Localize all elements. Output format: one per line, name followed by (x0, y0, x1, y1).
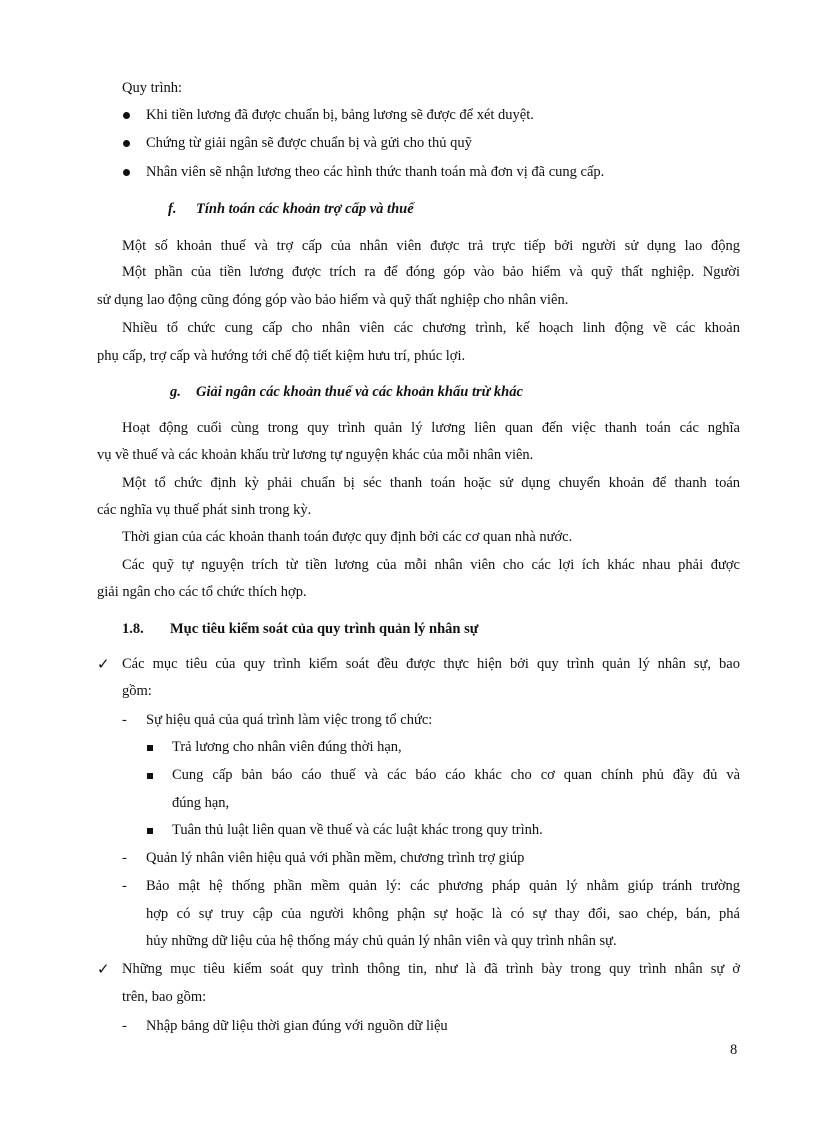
list-item: trên, bao gồm: (122, 989, 207, 1005)
section-f-title: Tính toán các khoản trợ cấp và thuế (196, 201, 414, 217)
paragraph: phụ cấp, trợ cấp và hướng tới chế độ tiết kiệm hưu trí, phúc lợi. (97, 348, 466, 364)
square-bullet-icon (147, 828, 153, 834)
paragraph: Các quỹ tự nguyện trích từ tiền lương của mỗi nhân viên cho các lợi ích khác nhau phải được (122, 557, 740, 573)
paragraph: Một số khoản thuế và trợ cấp của nhân viên được trả trực tiếp bởi người sử dụng lao động (122, 238, 740, 254)
paragraph: sử dụng lao động cũng đóng góp vào bảo hiểm và quỹ thất nghiệp cho nhân viên. (97, 292, 569, 308)
bullet-dot-icon (123, 140, 130, 147)
dash-icon: - (122, 878, 127, 894)
process-label: Quy trình: (122, 80, 183, 96)
list-item: hợp có sự truy cập của người không phận sự hoặc là có sự thay đổi, sao chép, bán, phá (146, 906, 740, 922)
list-item: đúng hạn, (172, 795, 230, 811)
section-g-letter: g. (170, 384, 181, 400)
paragraph: Nhiều tổ chức cung cấp cho nhân viên các chương trình, kế hoạch linh động về các khoản (122, 320, 740, 336)
paragraph: Hoạt động cuối cùng trong quy trình quản lý lương liên quan đến việc thanh toán các nghĩa (122, 420, 740, 436)
list-item: Khi tiền lương đã được chuẩn bị, bảng lương sẽ được để xét duyệt. (146, 107, 534, 123)
paragraph: Một tổ chức định kỳ phải chuẩn bị séc thanh toán hoặc sử dụng chuyển khoản để thanh toán (122, 475, 740, 491)
paragraph: giải ngân cho các tổ chức thích hợp. (97, 584, 307, 600)
section-18-number: 1.8. (122, 621, 144, 637)
list-item: Các mục tiêu của quy trình kiểm soát đều được thực hiện bởi quy trình quản lý nhân sự, bao (122, 656, 740, 672)
page-number: 8 (730, 1042, 738, 1058)
section-g-title: Giải ngân các khoản thuế và các khoản khấu trừ khác (196, 384, 523, 400)
bullet-dot-icon (123, 169, 130, 176)
bullet-dot-icon (123, 112, 130, 119)
section-18-title: Mục tiêu kiểm soát của quy trình quản lý nhân sự (170, 621, 479, 637)
list-item: Nhập bảng dữ liệu thời gian đúng với nguồn dữ liệu (146, 1018, 448, 1034)
list-item: hủy những dữ liệu của hệ thống máy chủ quản lý nhân viên và quy trình nhân sự. (146, 933, 617, 949)
section-f-letter: f. (168, 201, 177, 217)
list-item: Nhân viên sẽ nhận lương theo các hình thức thanh toán mà đơn vị đã cung cấp. (146, 164, 605, 180)
square-bullet-icon (147, 745, 153, 751)
dash-icon: - (122, 1018, 127, 1034)
list-item: Bảo mật hệ thống phần mềm quản lý: các phương pháp quản lý nhằm giúp tránh trường (146, 878, 740, 894)
list-item: Quản lý nhân viên hiệu quả với phần mềm, chương trình trợ giúp (146, 850, 525, 866)
list-item: gồm: (122, 683, 152, 699)
list-item: Sự hiệu quả của quá trình làm việc trong tổ chức: (146, 712, 433, 728)
checkmark-icon: ✓ (97, 655, 110, 673)
paragraph: vụ về thuế và các khoản khấu trừ lương tự nguyện khác của mỗi nhân viên. (97, 447, 534, 463)
list-item: Cung cấp bản báo cáo thuế và các báo cáo khác cho cơ quan chính phủ đầy đủ và (172, 767, 740, 783)
paragraph: các nghĩa vụ thuế phát sinh trong kỳ. (97, 502, 312, 518)
dash-icon: - (122, 850, 127, 866)
square-bullet-icon (147, 773, 153, 779)
list-item: Tuân thủ luật liên quan về thuế và các luật khác trong quy trình. (172, 822, 543, 838)
list-item: Những mục tiêu kiểm soát quy trình thông tin, như là đã trình bày trong quy trình nhân sự ở (122, 961, 740, 977)
checkmark-icon: ✓ (97, 960, 110, 978)
paragraph: Một phần của tiền lương được trích ra để đóng góp vào bảo hiểm và quỹ thất nghiệp. Người (122, 264, 740, 280)
paragraph: Thời gian của các khoản thanh toán được quy định bởi các cơ quan nhà nước. (122, 529, 573, 545)
dash-icon: - (122, 712, 127, 728)
list-item: Chứng từ giải ngân sẽ được chuẩn bị và gửi cho thủ quỹ (146, 135, 472, 151)
list-item: Trả lương cho nhân viên đúng thời hạn, (172, 739, 402, 755)
